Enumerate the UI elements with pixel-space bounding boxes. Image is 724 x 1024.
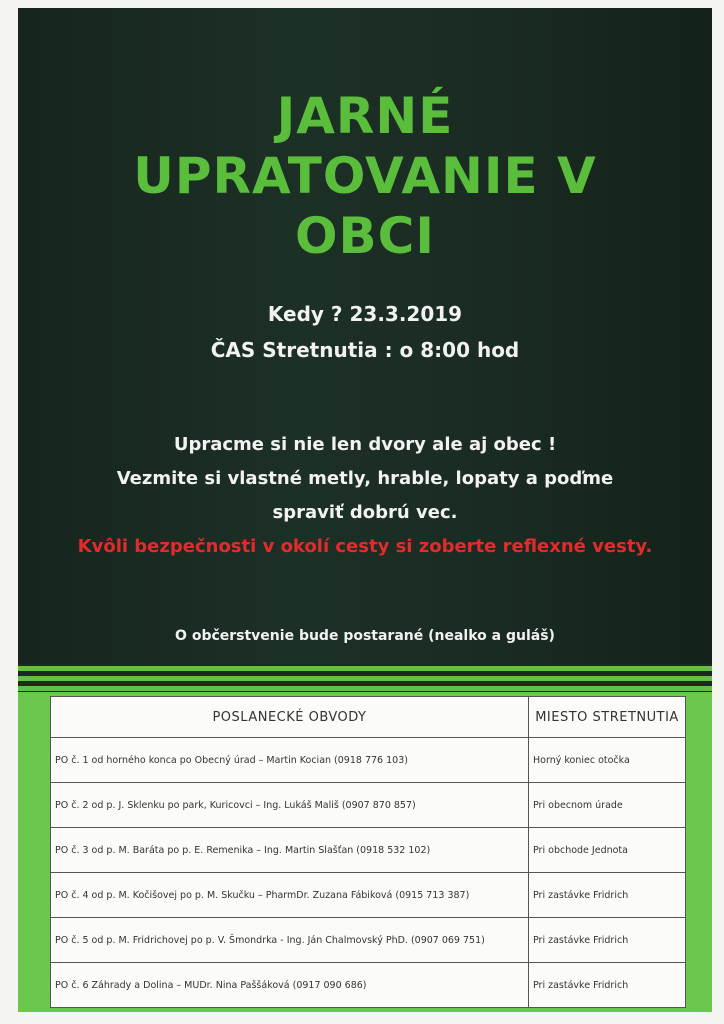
districts-table [50, 696, 686, 1008]
place-cell: Pri zastávke Fridrich [529, 963, 686, 1008]
place-cell: Horný koniec otočka [529, 738, 686, 783]
table-row [51, 873, 686, 918]
header-meeting-place: MIESTO STRETNUTIA [529, 697, 686, 738]
table-row [51, 828, 686, 873]
poster-title [18, 86, 712, 266]
event-time: ČAS Stretnutia : o 8:00 hod [210, 338, 520, 362]
place-cell: Pri obchode Jednota [529, 828, 686, 873]
message-line-2: Vezmite si vlastné metly, hrable, lopaty a poďme [116, 468, 614, 489]
refreshments-note: O občerstvenie bude postarané (nealko a guláš) [175, 628, 555, 644]
event-when [18, 296, 712, 368]
header-districts: POSLANECKÉ OBVODY [51, 697, 529, 738]
table-row [51, 918, 686, 963]
event-message [18, 428, 712, 564]
district-cell: PO č. 5 od p. M. Fridrichovej po p. V. Šmondrka - Ing. Ján Chalmovský PhD. (0907 069 751) [51, 918, 529, 963]
place-cell: Pri obecnom úrade [529, 783, 686, 828]
district-cell: PO č. 6 Záhrady a Dolina – MUDr. Nina Paššáková (0917 090 686) [51, 963, 529, 1008]
message-line-3: spraviť dobrú vec. [272, 502, 458, 523]
divider-stripes [18, 664, 712, 694]
table-row [51, 963, 686, 1008]
title-line-2: UPRATOVANIE V [133, 147, 597, 205]
divider-stripe [18, 686, 712, 691]
place-cell: Pri zastávke Fridrich [529, 918, 686, 963]
title-line-3: OBCI [295, 207, 435, 265]
district-cell: PO č. 1 od horného konca po Obecný úrad – Martin Kocian (0918 776 103) [51, 738, 529, 783]
divider-stripe [18, 676, 712, 681]
safety-warning: Kvôli bezpečnosti v okolí cesty si zoberte reflexné vesty. [77, 536, 653, 557]
table-header-row [51, 697, 686, 738]
district-cell: PO č. 3 od p. M. Baráta po p. E. Remenika – Ing. Martin Slašťan (0918 532 102) [51, 828, 529, 873]
district-cell: PO č. 2 od p. J. Sklenku po park, Kuricovci – Ing. Lukáš Mališ (0907 870 857) [51, 783, 529, 828]
title-line-1: JARNÉ [276, 87, 454, 145]
place-cell: Pri zastávke Fridrich [529, 873, 686, 918]
table-row [51, 738, 686, 783]
divider-stripe [18, 666, 712, 671]
district-cell: PO č. 4 od p. M. Kočišovej po p. M. Skučku – PharmDr. Zuzana Fábiková (0915 713 387) [51, 873, 529, 918]
message-line-1: Upracme si nie len dvory ale aj obec ! [173, 434, 557, 455]
event-date: Kedy ? 23.3.2019 [267, 302, 463, 326]
table-row [51, 783, 686, 828]
